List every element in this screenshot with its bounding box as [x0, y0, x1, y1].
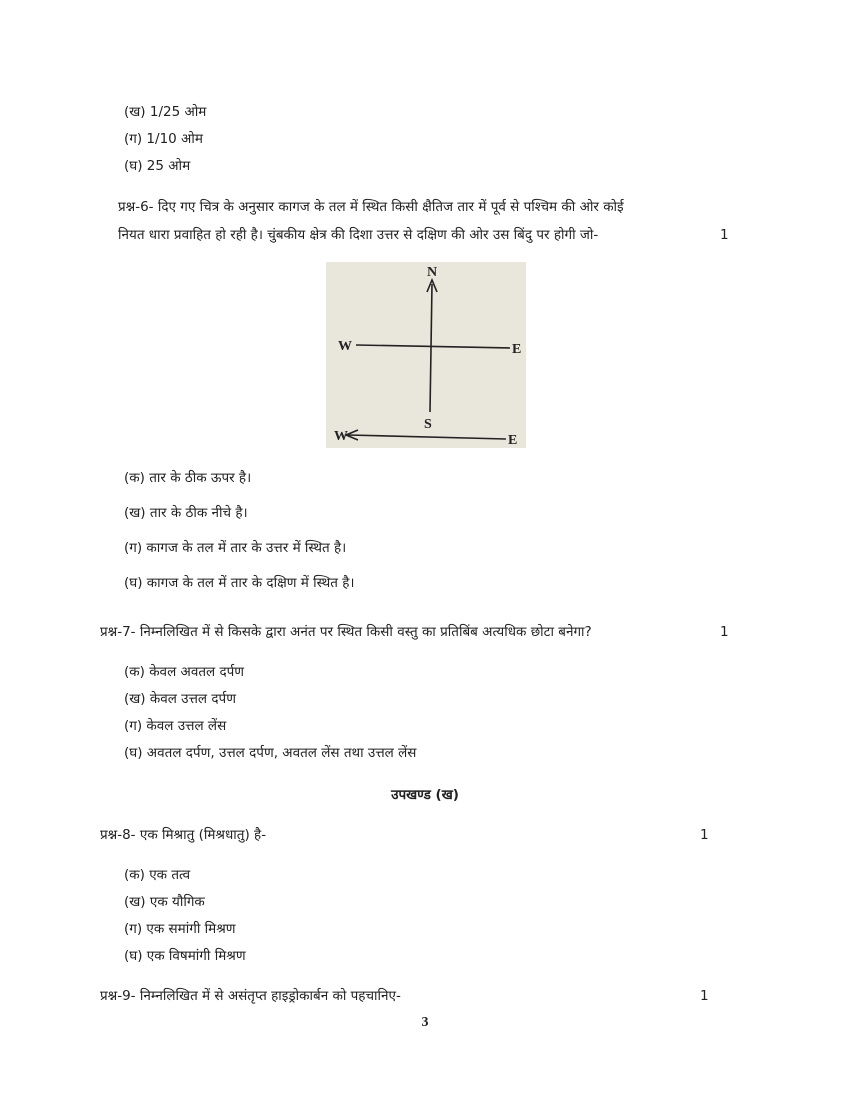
north-label: N	[427, 265, 438, 280]
page-number: 3	[421, 1015, 429, 1030]
option-text: (ग) 1/10 ओम	[124, 131, 203, 147]
option-text: (घ) 25 ओम	[124, 158, 191, 174]
question-7-option-b: (ख) केवल उत्तल दर्पण	[124, 691, 236, 707]
west-label: W	[338, 339, 352, 354]
question-8-option-b: (ख) एक यौगिक	[124, 894, 205, 910]
question-7-marks: 1	[720, 624, 729, 640]
question-9-text: प्रश्न-9- निम्नलिखित में से असंतृप्त हाइड्रोकार्बन को पहचानिए-	[100, 988, 401, 1004]
question-7-option-d: (घ) अवतल दर्पण, उत्तल दर्पण, अवतल लेंस तथा उत्तल लेंस	[124, 745, 417, 761]
question-8-option-a: (क) एक तत्व	[124, 867, 191, 883]
subsection-heading: उपखण्ड (ख)	[391, 787, 459, 803]
south-label: S	[424, 417, 432, 432]
question-8-text: प्रश्न-8- एक मिश्रातु (मिश्रधातु) है-	[100, 827, 267, 843]
question-6-option-d: (घ) कागज के तल में तार के दक्षिण में स्थित है।	[124, 575, 355, 591]
question-6-text-line2: नियत धारा प्रवाहित हो रही है। चुंबकीय क्षेत्र की दिशा उत्तर से दक्षिण की ओर उस बिंदु पर होगी जो-	[118, 227, 599, 243]
question-7-text: प्रश्न-7- निम्नलिखित में से किसके द्वारा अनंत पर स्थित किसी वस्तु का प्रतिबिंब अत्यधिक छोटा बनेगा?	[100, 624, 592, 640]
east-west-axis	[356, 345, 510, 348]
wire-line	[348, 435, 506, 439]
wire-east-label: E	[508, 433, 518, 448]
question-8-option-c: (ग) एक समांगी मिश्रण	[124, 921, 236, 937]
question-6-option-c: (ग) कागज के तल में तार के उत्तर में स्थित है।	[124, 540, 347, 556]
wire-west-label: W	[334, 429, 348, 444]
option-text: (ख) 1/25 ओम	[124, 104, 207, 120]
question-7-option-a: (क) केवल अवतल दर्पण	[124, 664, 245, 680]
east-label: E	[512, 342, 522, 357]
question-7-option-c: (ग) केवल उत्तल लेंस	[124, 718, 227, 734]
question-6-option-a: (क) तार के ठीक ऊपर है।	[124, 470, 252, 486]
question-8-option-d: (घ) एक विषमांगी मिश्रण	[124, 948, 246, 964]
question-6-marks: 1	[720, 227, 729, 243]
question-8-marks: 1	[700, 827, 709, 843]
compass-wire-diagram	[326, 262, 526, 448]
compass-wire-figure	[326, 262, 526, 448]
question-9-marks: 1	[700, 988, 709, 1004]
question-6-option-b: (ख) तार के ठीक नीचे है।	[124, 505, 248, 521]
north-south-axis	[430, 284, 432, 412]
question-6-text-line1: प्रश्न-6- दिए गए चित्र के अनुसार कागज के तल में स्थित किसी क्षैतिज तार में पूर्व से पश्चिम की ओर कोई	[118, 199, 624, 215]
